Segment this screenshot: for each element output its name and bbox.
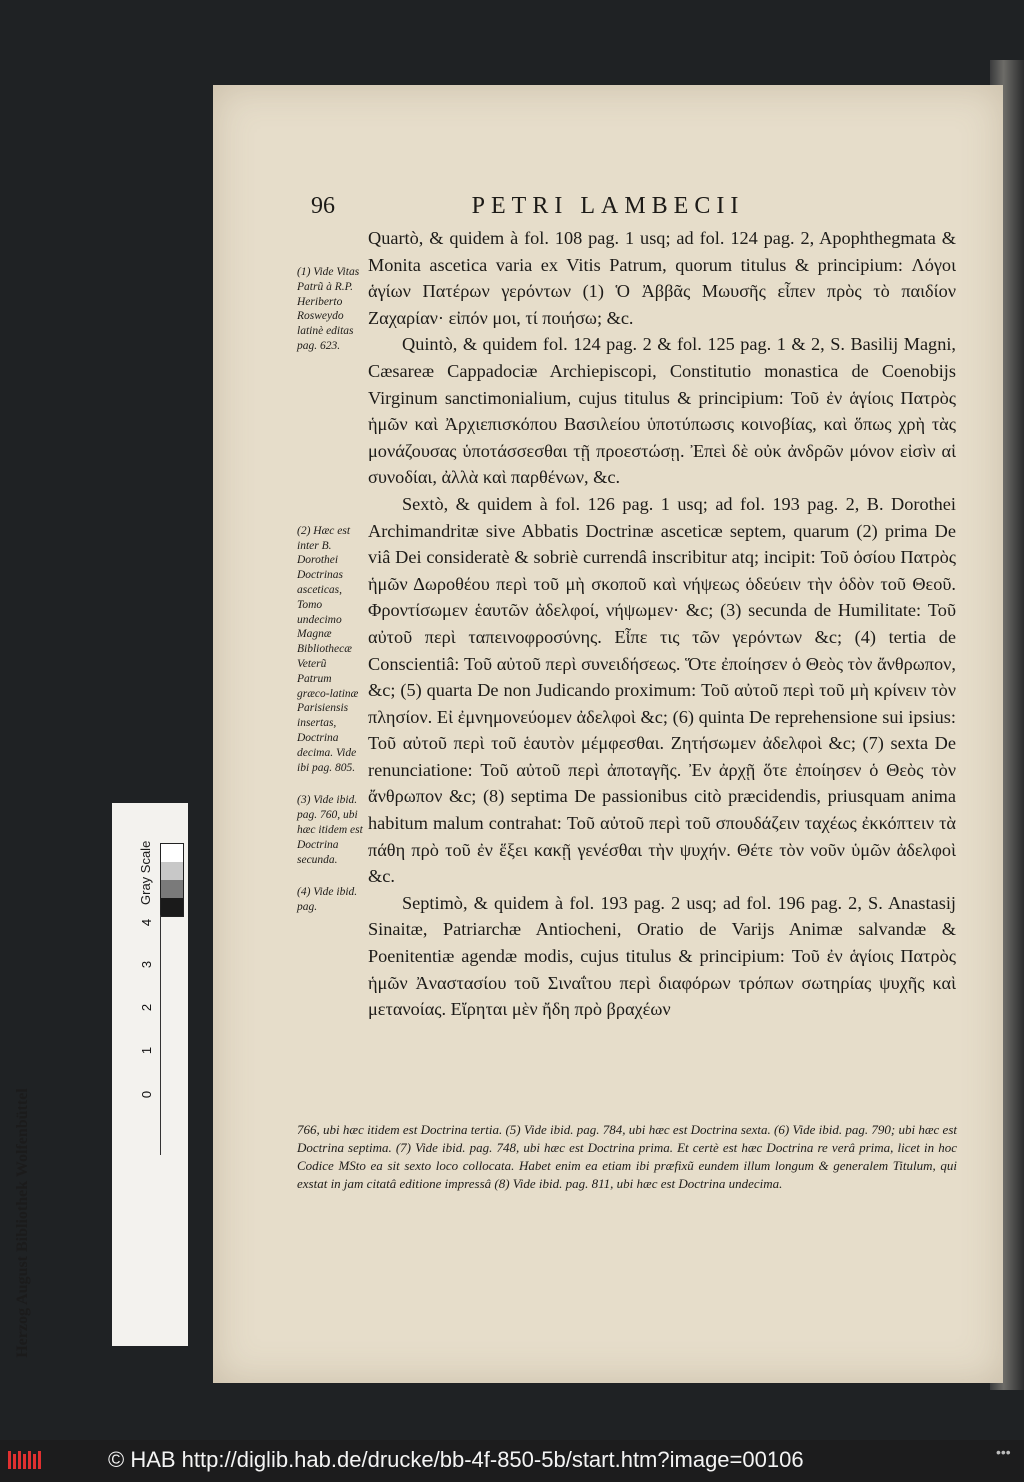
body-text	[368, 225, 956, 1023]
paragraph-septimo: Septimò, & quidem à fol. 193 pag. 2 usq; ad fol. 196 pag. 2, S. Anastasij Sinaitæ, Patriarchæ Antiocheni, Oratio de Varijs Animæ salvandæ & Poenitentiæ agendæ modis, cujus titulus & principium: Τοῦ ἐν ἁγίοις Πατρὸς ἡμῶν Ἀναστασίου τοῦ Σιναΐτου περὶ διαφόρων τρόπων σωτηρίας ψυχῆς καὶ μετανοίας. Εἴρηται μὲν ἤδη πρὸ βραχέων	[368, 892, 956, 1020]
margin-note: (4) Vide ibid. pag.	[297, 886, 358, 914]
ruler-label: 2	[139, 1003, 155, 1012]
running-head: PETRI LAMBECII	[471, 193, 745, 219]
gray-step	[161, 898, 183, 916]
margin-note: (2) Hæc est inter B. Dorothei Doctrinas asceticas, Tomo undecimo Magnæ Bibliothecæ Veterũ Patrum græco-latinæ Parisiensis insertas, Doctrina decima. Vide ibi pag. 805.	[297, 524, 359, 774]
paragraph-sexto: Sextò, & quidem à fol. 126 pag. 1 usq; ad fol. 193 pag. 2, B. Dorothei Archimandritæ sive Abbatis Doctrinæ asceticæ septem, quarum (2) prima De viâ Dei consideratè & sobriè currendâ inscribitur atq; incipit: Τοῦ ὁσίου Πατρὸς ἡμῶν Δωροθέου περὶ τοῦ μὴ σκοποῦ καὶ νήψεως ὁδεύειν τὴν ὁδὸν τοῦ Θεοῦ. Φροντίσωμεν ἑαυτῶν ἀδελφοί, νήψωμεν· &c; (3) secunda de Humilitate: Τοῦ αὐτοῦ περὶ ταπεινοφροσύνης. Εἶπε τις τῶν γερόντων &c; (4) tertia de Conscientiâ: Τοῦ αὐτοῦ περὶ συνειδήσεως. Ὅτε ἐποίησεν ὁ Θεὸς τὸν ἄνθρωπον, &c; (5) quarta De non Judicando proximum: Τοῦ αὐτοῦ περὶ τοῦ μὴ κρίνειν τὸν πλησίον. Εἰ ἐμνημονεύομεν ἀδελφοὶ &c; (6) quinta De reprehensione sui ipsius: Τοῦ αὐτοῦ περὶ τοῦ ἑαυτὸν μέμφεσθαι. Ζητήσωμεν ἀδελφοὶ &c; (7) sexta De renunciatione: Τοῦ αὐτοῦ περὶ ἀποταγῆς. Ἐν ἀρχῇ ὅτε ἐποίησεν ὁ Θεὸς τὸν ἄνθρωπον &c; (8) septima De passionibus citò præcidendis, priusquam anima habitum malum contrahat: Τοῦ αὐτοῦ περὶ τοῦ σπουδάζειν ταχέως ἐκκόπτειν τὰ πάθη πρὸ τοῦ ἐν ἕξει κακῇ γενέσθαι τὴν ψυχήν. Θέτε τὸν νοῦν ὑμῶν ἀδελφοὶ &c.	[368, 493, 956, 887]
page-number: 96	[311, 193, 335, 219]
footer-bar	[0, 1440, 1024, 1482]
centimeter-ruler	[160, 915, 183, 1155]
book-page	[213, 85, 1003, 1383]
gray-step	[161, 862, 183, 880]
paragraph-quarto: Quartò, & quidem à fol. 108 pag. 1 usq; ad fol. 124 pag. 2, Apophthegmata & Monita ascetica varia ex Vitis Patrum, quorum titulus & principium: Λόγοι ἁγίων Πατέρων γερόντων (1) Ὁ Ἀββᾶς Μωυσῆς εἶπεν πρὸς τὸ παιδίον Ζαχαρίαν· εἰπόν μοι, τί ποιήσω; &c.	[368, 228, 956, 328]
footer-copyright-link[interactable]: © HAB http://diglib.hab.de/drucke/bb-4f-850-5b/start.htm?image=00106	[108, 1447, 804, 1472]
gray-step	[161, 844, 183, 862]
ruler-label: 0	[139, 1090, 155, 1099]
paragraph-quinto: Quintò, & quidem fol. 124 pag. 2 & fol. 125 pag. 1 & 2, S. Basilij Magni, Cæsareæ Cappadociæ Archiepiscopi, Constitutio monastica de Coenobijs Virginum sanctimonialium, cujus titulus & principium: Τοῦ ἐν ἁγίοις Πατρὸς ἡμῶν καὶ Ἀρχιεπισκόπου Βασιλείου ὑποτύπωσις κοινοβίας, καὶ ὅπως χρὴ τὰς μονάζουσας ὑποτάσσεσθαι τῇ προεστώσῃ. Ἐπεὶ δὲ οὐκ ἀνδρῶν μόνον εἰσὶν αἱ συνοδίαι, ἀλλὰ καὶ παρθένων, &c.	[368, 334, 956, 488]
footer-dots: •••	[996, 1444, 1011, 1460]
ruler-label: 3	[139, 960, 155, 969]
ruler-label: 1	[139, 1046, 155, 1055]
library-name: Herzog August Bibliothek Wolfenbüttel	[14, 1088, 31, 1358]
footnotes: 766, ubi hæc itidem est Doctrina tertia. (5) Vide ibid. pag. 784, ubi hæc est Doctrina sexta. (6) Vide ibid. pag. 790; ubi hæc est Doctrina septima. (7) Vide ibid. pag. 748, ubi hæc est Doctrina prima. Et certè est hæc Doctrina re verâ prima, licet in hoc Codice MSto ea sit sexto loco collocata. Habet enim ea etiam ibi præfixũ eundem illum longum & generalem Titulum, qui exstat in jam citatâ editione impressâ (8) Vide ibid. pag. 811, ubi hæc est Doctrina undecima.	[297, 1122, 957, 1191]
margin-note: (3) Vide ibid. pag. 760, ubi hæc itidem est Doctrina secunda.	[297, 794, 363, 866]
gray-step	[161, 880, 183, 898]
margin-note: (1) Vide Vitas Patrũ à R.P. Heriberto Rosweydo latinè editas pag. 623.	[297, 266, 360, 352]
gray-scale-patches	[160, 843, 184, 917]
gray-scale-label: Gray Scale	[138, 840, 153, 905]
margin-notes	[297, 265, 363, 933]
ruler-label: 4	[139, 918, 155, 927]
hab-logo-icon	[8, 1449, 46, 1471]
